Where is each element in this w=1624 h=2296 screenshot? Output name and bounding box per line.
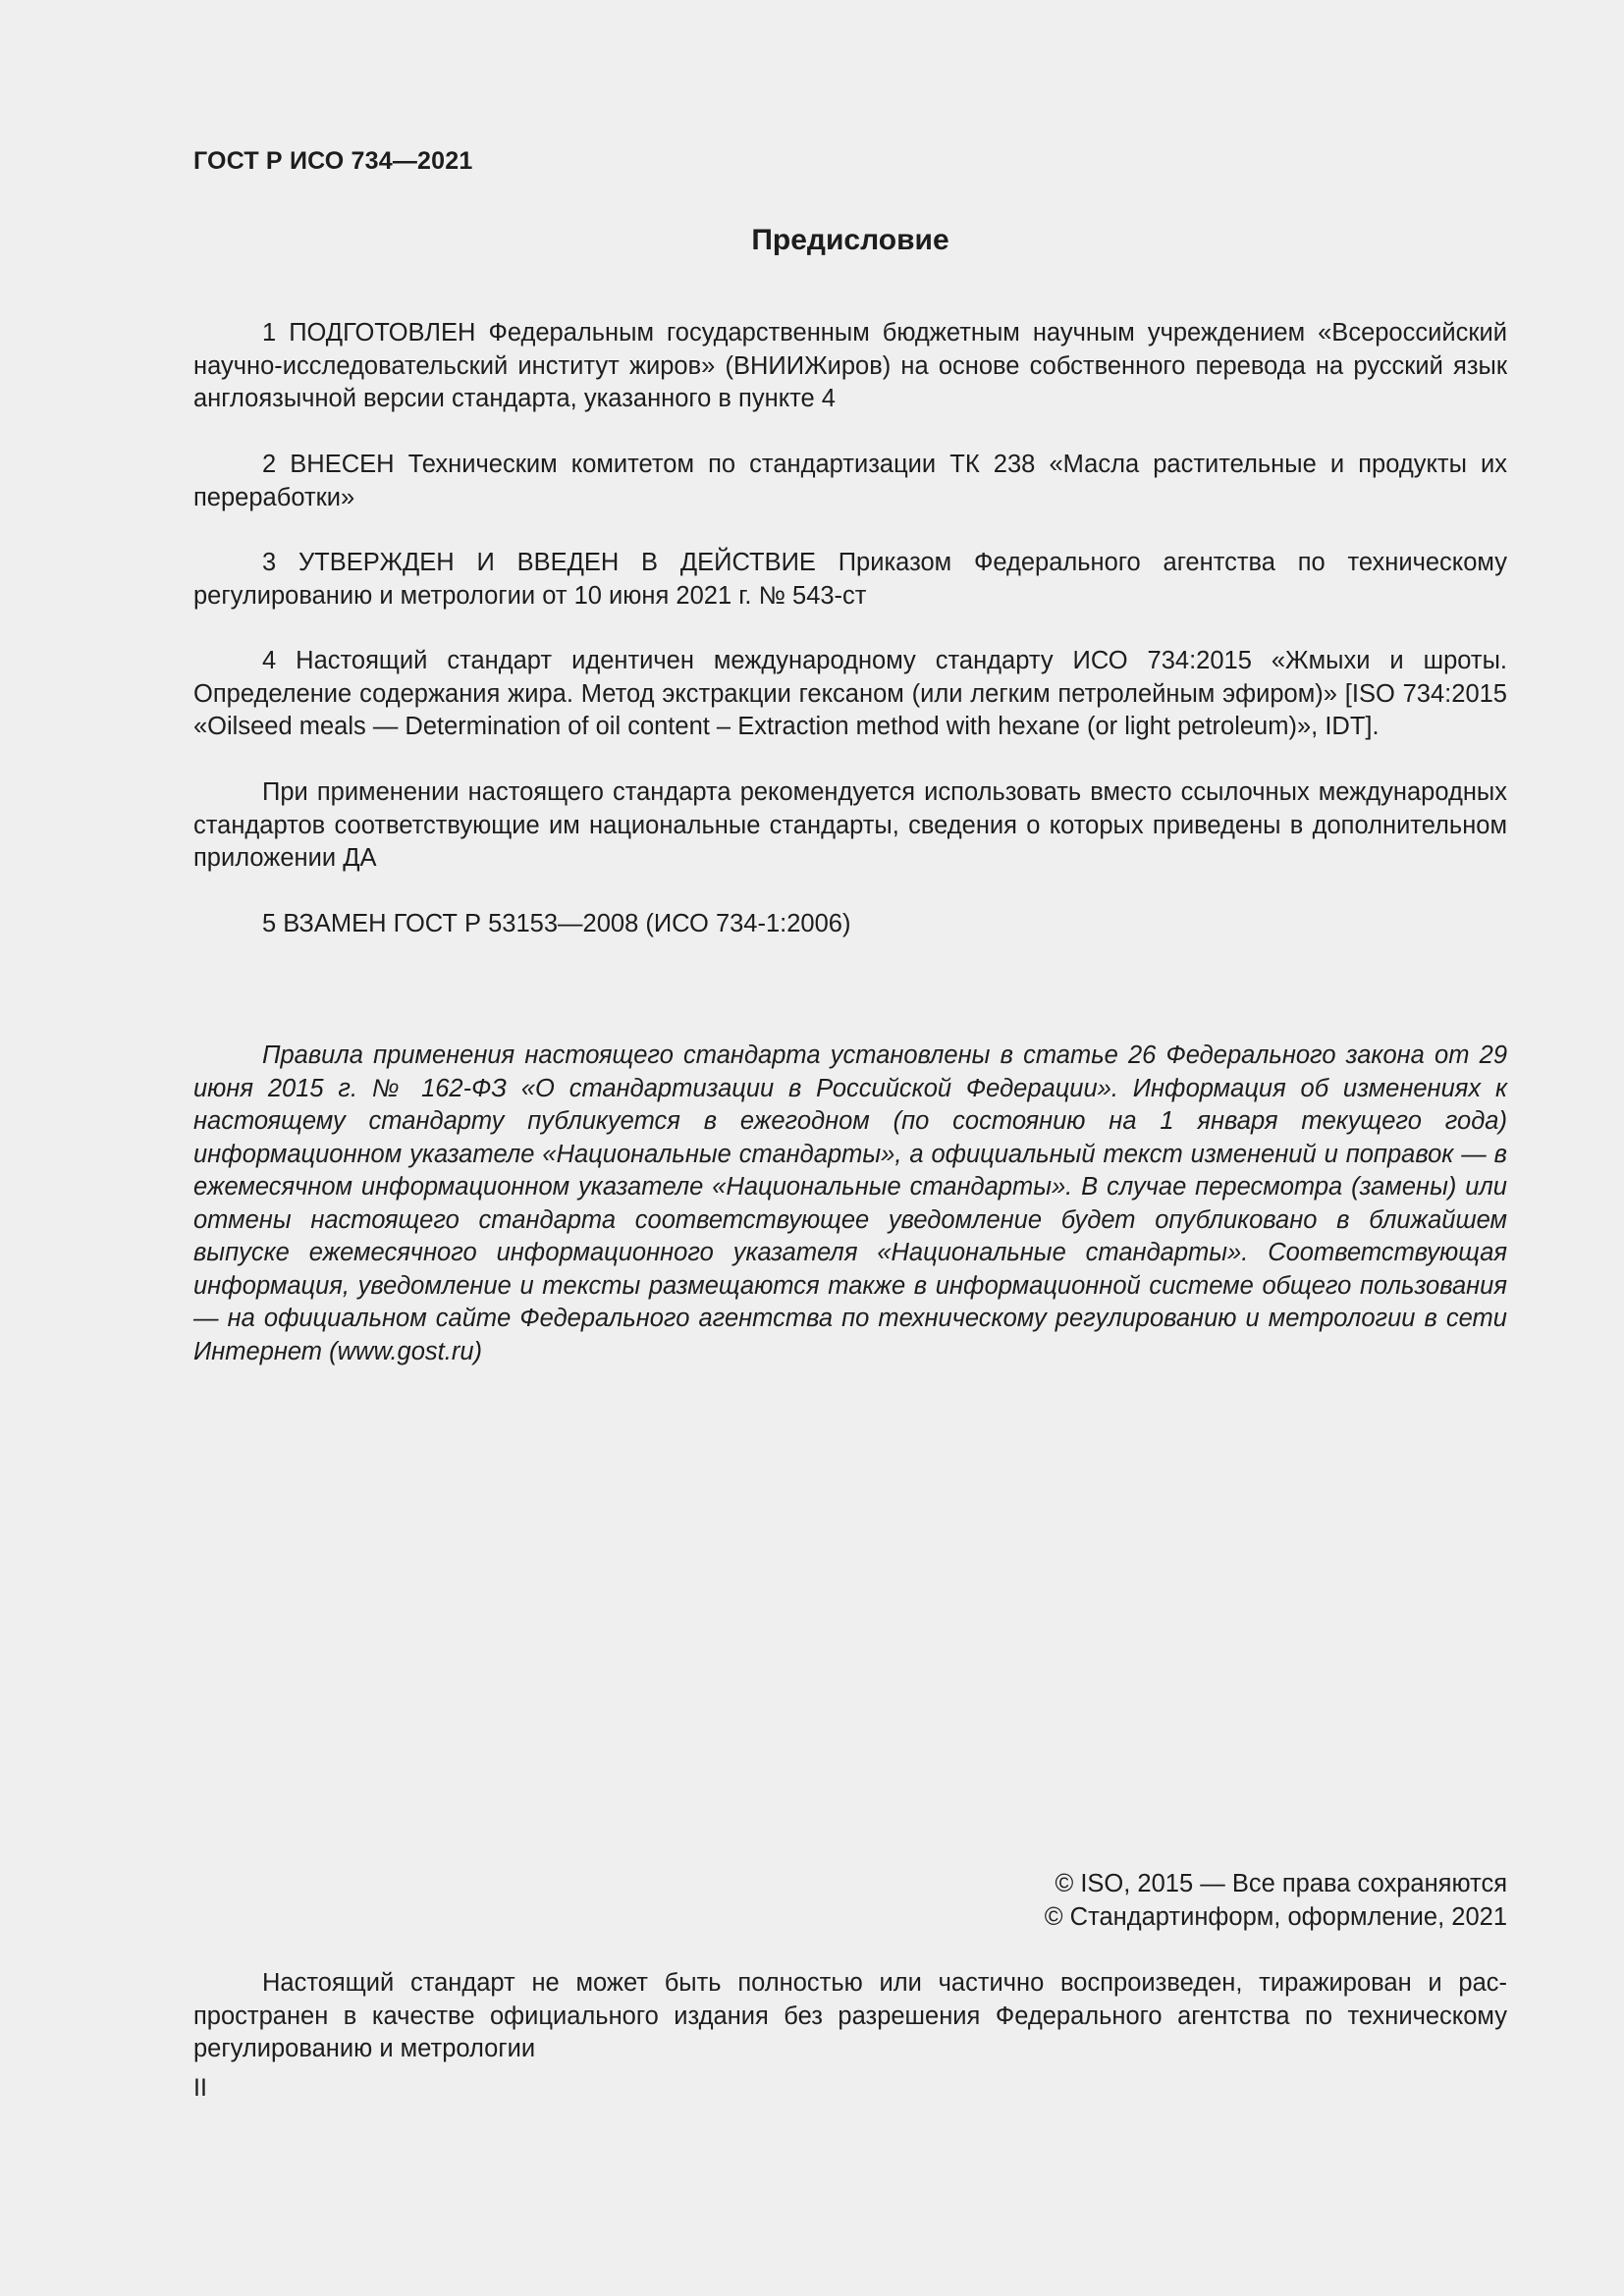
paragraph-identical: 4 Настоящий стандарт идентичен международному стандарту ИСО 734:2015 «Жмыхи и шроты. Определение содержания жира. Метод экстракции гексаном (или легким петролейным эфиром)» [ISO 734:2015 «Oilseed meals — Determination of oil content – Extraction method with hexane (or light petroleum)», IDT]. bbox=[193, 647, 1507, 740]
paragraph-submitted: 2 ВНЕСЕН Техническим комитетом по стандартизации ТК 238 «Масла растительные и продукты их переработки» bbox=[193, 451, 1507, 511]
document-page bbox=[193, 0, 1507, 2296]
document-id: ГОСТ Р ИСО 734—2021 bbox=[193, 147, 473, 175]
copyright-standartinform: © Стандартинформ, оформление, 2021 bbox=[1044, 1903, 1507, 1931]
paragraph-approved: 3 УТВЕРЖДЕН И ВВЕДЕН В ДЕЙСТВИЕ Приказом Федерального агентства по техническому регулированию и метрологии от 10 июня 2021 г. № 543-ст bbox=[193, 549, 1507, 610]
paragraph-references: При применении настоящего стандарта рекомендуется использовать вместо ссылочных международных стандартов соответствующие им национальные стандарты, сведения о которых приведены в дополнительном приложении ДА bbox=[193, 778, 1507, 872]
reproduction-notice: Настоящий стандарт не может быть полностью или частично воспроизведен, тиражирован и распространен в качестве официального издания без разрешения Федерального агентства по техническому регулированию и метрологии bbox=[193, 1969, 1507, 2062]
paragraph-replaces: 5 ВЗАМЕН ГОСТ Р 53153—2008 (ИСО 734-1:2006) bbox=[262, 910, 851, 937]
paragraph-prepared: 1 ПОДГОТОВЛЕН Федеральным государственным бюджетным научным учреждением «Всероссийский научно-исследовательский институт жиров» (ВНИИЖиров) на основе собственного перевода на русский язык англоязычной версии стандарта, указанного в пункте 4 bbox=[193, 319, 1507, 412]
page-number: II bbox=[193, 2074, 207, 2102]
copyright-iso: © ISO, 2015 — Все права сохраняются bbox=[1055, 1870, 1507, 1897]
page-title: Предисловие bbox=[751, 224, 949, 256]
application-rules-notice: Правила применения настоящего стандарта установлены в статье 26 Федерального закона от 29 июня 2015 г. № 162-ФЗ «О стандартизации в Российской Федерации». Информация об изменениях к настоящему стандарту публикуется в ежегодном (по состоянию на 1 января текущего года) информационном указателе «Национальные стандарты», а официальный текст изменений и поправок — в ежемесячном информационном указателе «Национальные стандарты». В случае пересмотра (замены) или отмены настоящего стандарта соответствующее уведомление будет опубликовано в ближайшем выпуске ежемесячного информационного указателя «Национальные стандарты». Соответствующая информация, уведомление и тексты размещаются также в информационной системе общего пользования — на официальном сайте Федерального агентства по техническому регулированию и метрологии в сети Интернет (www.gost.ru) bbox=[193, 1041, 1507, 1365]
